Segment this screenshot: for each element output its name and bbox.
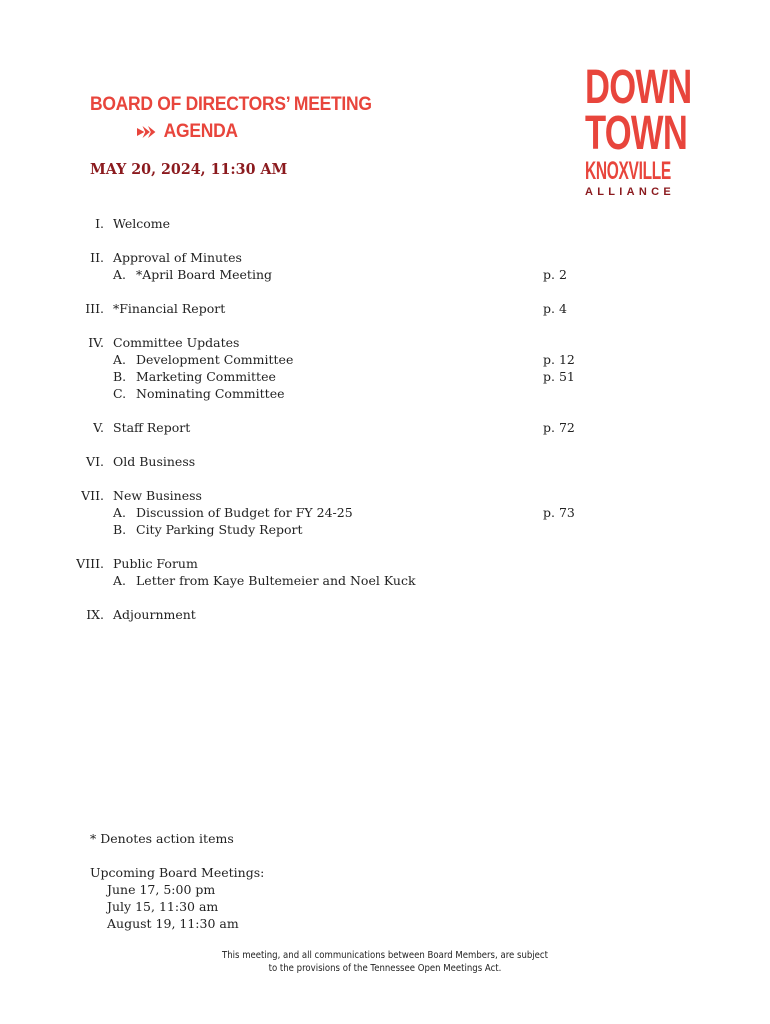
agenda-subitem-row [0,521,770,538]
agenda-subitem-label: Marketing Committee [136,369,276,384]
agenda-heading [137,121,238,143]
agenda-item [0,555,770,589]
agenda-list [0,215,770,640]
agenda-subitem-row [0,351,770,368]
agenda-item-label: Staff Report [113,420,191,435]
agenda-item-row [0,419,770,436]
agenda-item-numeral: VIII. [76,556,104,571]
agenda-subitem-page-ref: p. 12 [543,352,575,367]
agenda-item-numeral: V. [93,420,104,435]
action-items-note: * Denotes action items [90,831,234,846]
agenda-item-label: Adjournment [113,607,196,622]
agenda-item-label: Approval of Minutes [113,250,242,265]
logo-line-town: TOWN [585,107,688,160]
agenda-item-label: Committee Updates [113,335,240,350]
agenda-item [0,487,770,538]
upcoming-meeting-date: July 15, 11:30 am [107,899,219,914]
agenda-item [0,334,770,402]
agenda-subitem-label: Nominating Committee [136,386,285,401]
agenda-item-row [0,555,770,572]
footer-line: This meeting, and all communications between Board Members, are subject [222,950,548,961]
agenda-item-numeral: IV. [88,335,104,350]
logo-line-down: DOWN [585,61,692,114]
agenda-subitem-row [0,385,770,402]
agenda-item-label: Old Business [113,454,196,469]
agenda-item [0,249,770,283]
agenda-subitem-letter: B. [113,522,127,537]
agenda-subitem-label: City Parking Study Report [136,522,303,537]
upcoming-meetings-label: Upcoming Board Meetings: [90,865,265,880]
agenda-item-numeral: II. [90,250,104,265]
agenda-label: AGENDA [163,121,238,142]
agenda-item-numeral: III. [85,301,104,316]
agenda-subitem-letter: A. [113,267,127,282]
agenda-subitem-letter: A. [113,352,127,367]
agenda-item [0,215,770,232]
agenda-item [0,300,770,317]
agenda-item-page-ref: p. 72 [543,420,575,435]
agenda-item [0,606,770,623]
agenda-item-label: New Business [113,488,202,503]
agenda-item-numeral: VI. [86,454,104,469]
agenda-subitem-letter: B. [113,369,127,384]
agenda-item-label: *Financial Report [113,301,226,316]
logo-line-knoxville: KNOXVILLE [585,157,671,185]
agenda-item-row [0,606,770,623]
agenda-item [0,453,770,470]
agenda-subitem-label: Discussion of Budget for FY 24-25 [136,505,353,520]
upcoming-meeting-date: June 17, 5:00 pm [107,882,216,897]
agenda-subitem-page-ref: p. 51 [543,369,575,384]
agenda-item-label: Welcome [113,216,171,231]
agenda-subitem-page-ref: p. 2 [543,267,567,282]
agenda-item-row [0,300,770,317]
footer-line: to the provisions of the Tennessee Open Meetings Act. [268,963,502,974]
agenda-subitem-label: Letter from Kaye Bultemeier and Noel Kuck [136,573,416,588]
agenda-item-page-ref: p. 4 [543,301,567,316]
agenda-subitem-row [0,266,770,283]
logo-line-alliance: ALLIANCE [585,186,676,198]
agenda-item-numeral: I. [95,216,104,231]
agenda-item-row [0,249,770,266]
agenda-subitem-letter: A. [113,505,127,520]
agenda-subitem-letter: A. [113,573,127,588]
agenda-item-row [0,334,770,351]
downtown-knoxville-alliance-logo [585,61,692,204]
agenda-item-numeral: IX. [86,607,104,622]
double-chevron-right-icon [137,126,157,138]
meeting-date: MAY 20, 2024, 11:30 AM [90,160,288,178]
agenda-subitem-letter: C. [113,386,127,401]
agenda-subitem-page-ref: p. 73 [543,505,575,520]
agenda-item-row [0,453,770,470]
agenda-subitem-row [0,572,770,589]
notes-section [90,830,264,932]
upcoming-meeting-date: August 19, 11:30 am [107,916,239,931]
agenda-item-numeral: VII. [81,488,104,503]
footer-disclaimer [0,949,770,975]
agenda-item-row [0,215,770,232]
agenda-subitem-label: Development Committee [136,352,294,367]
meeting-title: BOARD OF DIRECTORS’ MEETING [90,94,372,115]
agenda-item-label: Public Forum [113,556,198,571]
agenda-subitem-label: *April Board Meeting [136,267,273,282]
agenda-subitem-row [0,368,770,385]
agenda-item [0,419,770,436]
agenda-subitem-row [0,504,770,521]
agenda-item-row [0,487,770,504]
